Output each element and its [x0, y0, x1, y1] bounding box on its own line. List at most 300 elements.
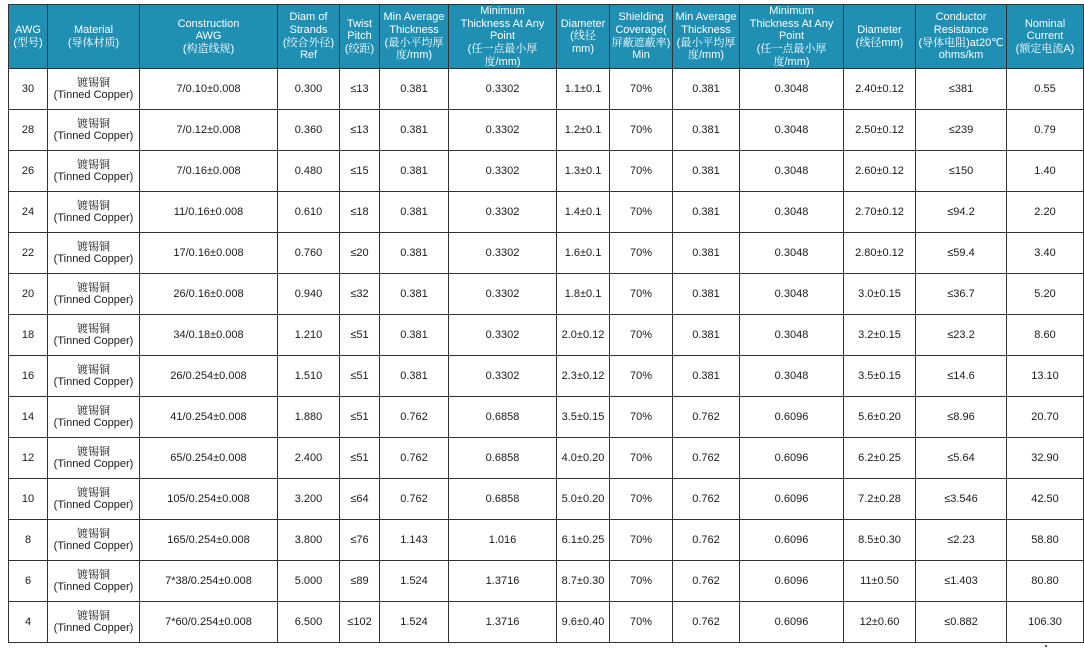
- diameter-1-cell: 1.1±0.1: [557, 69, 610, 110]
- awg-cell: 16: [9, 356, 48, 397]
- column-header: [9, 5, 48, 69]
- awg-cell: 24: [9, 192, 48, 233]
- column-header-line: Thickness: [681, 23, 731, 36]
- diam-strands-cell: 1.880: [278, 397, 340, 438]
- column-header-line: (绞距): [344, 42, 375, 55]
- material-cell: [48, 151, 140, 192]
- column-header-line: (导体电阻)at20℃: [918, 36, 1004, 49]
- material-cell: [48, 479, 140, 520]
- min-any-1-cell: 0.6858: [449, 479, 557, 520]
- column-header: [278, 5, 340, 69]
- table-row: [9, 561, 1084, 602]
- pitch-cell: ≤64: [340, 479, 380, 520]
- diameter-2-cell: 11±0.50: [844, 561, 916, 602]
- min-any-1-cell: 0.6858: [449, 397, 557, 438]
- material-name-cn: 镀锡铜: [77, 527, 110, 540]
- diameter-2-cell: 7.2±0.28: [844, 479, 916, 520]
- material-name-cn: 镀锡铜: [77, 568, 110, 581]
- table-row: [9, 69, 1084, 110]
- min-any-1-cell: 0.3302: [449, 110, 557, 151]
- min-avg-2-cell: 0.762: [673, 561, 740, 602]
- table-row: [9, 602, 1084, 643]
- construction-cell: 7*38/0.254±0.008: [140, 561, 278, 602]
- current-cell: 20.70: [1007, 397, 1084, 438]
- material-name-en: (Tinned Copper): [53, 335, 134, 348]
- column-header-line: Diameter: [857, 23, 902, 36]
- column-header: [340, 5, 380, 69]
- resistance-cell: ≤59.4: [916, 233, 1007, 274]
- material-name-cn: 镀锡铜: [77, 486, 110, 499]
- table-row: [9, 479, 1084, 520]
- construction-cell: 11/0.16±0.008: [140, 192, 278, 233]
- current-cell: 58.80: [1007, 520, 1084, 561]
- min-any-1-cell: 1.3716: [449, 561, 557, 602]
- min-avg-2-cell: 0.381: [673, 110, 740, 151]
- min-any-1-cell: 0.3302: [449, 315, 557, 356]
- current-cell: 1.40: [1007, 151, 1084, 192]
- resistance-cell: ≤1.403: [916, 561, 1007, 602]
- column-header-line: 屏蔽遮蔽率): [611, 36, 671, 49]
- resistance-cell: ≤94.2: [916, 192, 1007, 233]
- min-any-2-cell: 0.3048: [740, 192, 844, 233]
- min-avg-2-cell: 0.381: [673, 274, 740, 315]
- awg-cell: 12: [9, 438, 48, 479]
- table-row: [9, 233, 1084, 274]
- construction-cell: 65/0.254±0.008: [140, 438, 278, 479]
- column-header-line: AWG: [195, 30, 222, 43]
- column-header-line: Thickness At Any: [749, 17, 834, 30]
- column-header-line: Minimum: [480, 5, 525, 17]
- diam-strands-cell: 0.300: [278, 69, 340, 110]
- material-name-cn: 镀锡铜: [77, 281, 110, 294]
- table-row: [9, 192, 1084, 233]
- min-any-2-cell: 0.6096: [740, 438, 844, 479]
- column-header-line: (绞合外径): [282, 36, 335, 49]
- current-cell: 0.55: [1007, 69, 1084, 110]
- current-cell: 8.60: [1007, 315, 1084, 356]
- column-header: [1007, 5, 1084, 69]
- diam-strands-cell: 1.210: [278, 315, 340, 356]
- diameter-2-cell: 2.50±0.12: [844, 110, 916, 151]
- min-avg-1-cell: 0.381: [380, 192, 449, 233]
- min-avg-1-cell: 0.381: [380, 233, 449, 274]
- min-any-1-cell: 1.3716: [449, 602, 557, 643]
- column-header-line: (型号): [13, 36, 43, 49]
- min-avg-1-cell: 0.381: [380, 274, 449, 315]
- material-cell: [48, 69, 140, 110]
- corner-mark: [1045, 645, 1047, 647]
- material-name-en: (Tinned Copper): [53, 89, 134, 102]
- material-cell: [48, 192, 140, 233]
- material-cell: [48, 110, 140, 151]
- resistance-cell: ≤3.546: [916, 479, 1007, 520]
- construction-cell: 26/0.254±0.008: [140, 356, 278, 397]
- min-any-2-cell: 0.3048: [740, 315, 844, 356]
- material-name-en: (Tinned Copper): [53, 376, 134, 389]
- column-header-line: Point: [778, 30, 805, 43]
- construction-cell: 165/0.254±0.008: [140, 520, 278, 561]
- awg-cell: 6: [9, 561, 48, 602]
- resistance-cell: ≤8.96: [916, 397, 1007, 438]
- diameter-2-cell: 2.40±0.12: [844, 69, 916, 110]
- resistance-cell: ≤2.23: [916, 520, 1007, 561]
- material-cell: [48, 397, 140, 438]
- column-header-line: Thickness At Any: [460, 17, 545, 30]
- material-cell: [48, 274, 140, 315]
- construction-cell: 105/0.254±0.008: [140, 479, 278, 520]
- column-header-line: Minimum: [769, 5, 814, 17]
- column-header: [449, 5, 557, 69]
- min-avg-2-cell: 0.381: [673, 315, 740, 356]
- diam-strands-cell: 3.800: [278, 520, 340, 561]
- awg-cell: 14: [9, 397, 48, 438]
- current-cell: 5.20: [1007, 274, 1084, 315]
- current-cell: 3.40: [1007, 233, 1084, 274]
- material-name-en: (Tinned Copper): [53, 294, 134, 307]
- pitch-cell: ≤20: [340, 233, 380, 274]
- min-avg-2-cell: 0.381: [673, 356, 740, 397]
- min-avg-1-cell: 1.143: [380, 520, 449, 561]
- column-header-line: Min Average: [383, 11, 445, 24]
- material-name-cn: 镀锡铜: [77, 445, 110, 458]
- pitch-cell: ≤51: [340, 438, 380, 479]
- column-header: [740, 5, 844, 69]
- column-header-line: AWG: [15, 23, 41, 36]
- awg-cell: 4: [9, 602, 48, 643]
- construction-cell: 7/0.12±0.008: [140, 110, 278, 151]
- column-header-line: Diam of: [289, 11, 328, 24]
- diameter-1-cell: 1.4±0.1: [557, 192, 610, 233]
- shielding-cell: 70%: [610, 192, 673, 233]
- diameter-1-cell: 4.0±0.20: [557, 438, 610, 479]
- column-header-line: Min Average: [675, 11, 737, 24]
- min-avg-2-cell: 0.762: [673, 520, 740, 561]
- min-any-2-cell: 0.3048: [740, 151, 844, 192]
- column-header-line: Conductor: [935, 11, 987, 24]
- column-header-line: Pitch: [347, 30, 372, 43]
- awg-cell: 8: [9, 520, 48, 561]
- table-row: [9, 151, 1084, 192]
- material-name-cn: 镀锡铜: [77, 117, 110, 130]
- min-any-2-cell: 0.6096: [740, 479, 844, 520]
- diameter-1-cell: 2.0±0.12: [557, 315, 610, 356]
- material-name-en: (Tinned Copper): [53, 253, 134, 266]
- min-any-2-cell: 0.3048: [740, 356, 844, 397]
- material-name-cn: 镀锡铜: [77, 404, 110, 417]
- diameter-1-cell: 9.6±0.40: [557, 602, 610, 643]
- min-avg-1-cell: 0.381: [380, 110, 449, 151]
- min-avg-1-cell: 0.381: [380, 151, 449, 192]
- shielding-cell: 70%: [610, 520, 673, 561]
- table-row: [9, 438, 1084, 479]
- column-header-line: Ref: [299, 49, 318, 62]
- resistance-cell: ≤381: [916, 69, 1007, 110]
- construction-cell: 41/0.254±0.008: [140, 397, 278, 438]
- column-header-line: (最小平均厚: [384, 36, 444, 49]
- awg-cell: 28: [9, 110, 48, 151]
- material-cell: [48, 520, 140, 561]
- table-body: [9, 69, 1084, 643]
- material-name-cn: 镀锡铜: [77, 363, 110, 376]
- material-cell: [48, 356, 140, 397]
- material-name-cn: 镀锡铜: [77, 609, 110, 622]
- min-any-1-cell: 0.3302: [449, 151, 557, 192]
- current-cell: 42.50: [1007, 479, 1084, 520]
- min-any-1-cell: 0.6858: [449, 438, 557, 479]
- diam-strands-cell: 2.400: [278, 438, 340, 479]
- column-header-line: Construction: [177, 17, 240, 30]
- resistance-cell: ≤14.6: [916, 356, 1007, 397]
- column-header: [916, 5, 1007, 69]
- shielding-cell: 70%: [610, 479, 673, 520]
- diameter-2-cell: 3.5±0.15: [844, 356, 916, 397]
- current-cell: 32.90: [1007, 438, 1084, 479]
- min-any-1-cell: 0.3302: [449, 192, 557, 233]
- column-header-line: Point: [489, 30, 516, 43]
- column-header-line: ohms/km: [938, 49, 984, 62]
- shielding-cell: 70%: [610, 69, 673, 110]
- shielding-cell: 70%: [610, 151, 673, 192]
- shielding-cell: 70%: [610, 233, 673, 274]
- min-any-1-cell: 0.3302: [449, 356, 557, 397]
- min-avg-1-cell: 0.762: [380, 479, 449, 520]
- material-name-en: (Tinned Copper): [53, 417, 134, 430]
- diameter-2-cell: 12±0.60: [844, 602, 916, 643]
- min-any-2-cell: 0.3048: [740, 233, 844, 274]
- material-name-cn: 镀锡铜: [77, 158, 110, 171]
- diameter-1-cell: 1.6±0.1: [557, 233, 610, 274]
- column-header: [844, 5, 916, 69]
- min-avg-2-cell: 0.762: [673, 479, 740, 520]
- min-any-2-cell: 0.3048: [740, 110, 844, 151]
- column-header: [380, 5, 449, 69]
- construction-cell: 34/0.18±0.008: [140, 315, 278, 356]
- diameter-2-cell: 5.6±0.20: [844, 397, 916, 438]
- column-header-line: (任一点最小厚度/mm): [467, 42, 538, 68]
- material-name-en: (Tinned Copper): [53, 540, 134, 553]
- resistance-cell: ≤5.64: [916, 438, 1007, 479]
- column-header-line: (额定电流A): [1015, 42, 1075, 55]
- column-header: [140, 5, 278, 69]
- column-header-line: (最小平均厚: [676, 36, 736, 49]
- column-header-line: 度/mm): [687, 49, 725, 62]
- column-header-line: Nominal: [1024, 17, 1066, 30]
- material-cell: [48, 438, 140, 479]
- min-avg-1-cell: 0.762: [380, 397, 449, 438]
- column-header-line: Min: [632, 49, 650, 62]
- pitch-cell: ≤51: [340, 397, 380, 438]
- min-any-2-cell: 0.6096: [740, 602, 844, 643]
- pitch-cell: ≤89: [340, 561, 380, 602]
- material-name-cn: 镀锡铜: [77, 76, 110, 89]
- table-row: [9, 520, 1084, 561]
- material-name-cn: 镀锡铜: [77, 322, 110, 335]
- column-header-line: (导体材质): [67, 36, 120, 49]
- pitch-cell: ≤15: [340, 151, 380, 192]
- current-cell: 13.10: [1007, 356, 1084, 397]
- min-any-1-cell: 0.3302: [449, 274, 557, 315]
- pitch-cell: ≤51: [340, 356, 380, 397]
- min-avg-1-cell: 0.381: [380, 356, 449, 397]
- material-name-cn: 镀锡铜: [77, 199, 110, 212]
- min-avg-2-cell: 0.381: [673, 151, 740, 192]
- current-cell: 80.80: [1007, 561, 1084, 602]
- diameter-2-cell: 8.5±0.30: [844, 520, 916, 561]
- min-avg-1-cell: 0.381: [380, 69, 449, 110]
- diameter-2-cell: 2.70±0.12: [844, 192, 916, 233]
- pitch-cell: ≤51: [340, 315, 380, 356]
- material-name-en: (Tinned Copper): [53, 581, 134, 594]
- header-row: [9, 5, 1084, 69]
- min-any-2-cell: 0.6096: [740, 561, 844, 602]
- construction-cell: 17/0.16±0.008: [140, 233, 278, 274]
- shielding-cell: 70%: [610, 397, 673, 438]
- table-row: [9, 315, 1084, 356]
- awg-cell: 10: [9, 479, 48, 520]
- awg-cell: 18: [9, 315, 48, 356]
- table-row: [9, 397, 1084, 438]
- diameter-1-cell: 3.5±0.15: [557, 397, 610, 438]
- material-name-en: (Tinned Copper): [53, 130, 134, 143]
- resistance-cell: ≤23.2: [916, 315, 1007, 356]
- awg-cell: 30: [9, 69, 48, 110]
- column-header: [557, 5, 610, 69]
- diameter-1-cell: 1.8±0.1: [557, 274, 610, 315]
- pitch-cell: ≤13: [340, 69, 380, 110]
- min-avg-2-cell: 0.381: [673, 192, 740, 233]
- pitch-cell: ≤32: [340, 274, 380, 315]
- construction-cell: 26/0.16±0.008: [140, 274, 278, 315]
- min-any-2-cell: 0.3048: [740, 69, 844, 110]
- column-header-line: (线径mm): [855, 36, 904, 49]
- column-header-line: Coverage(: [615, 23, 667, 36]
- min-avg-2-cell: 0.762: [673, 438, 740, 479]
- shielding-cell: 70%: [610, 602, 673, 643]
- diameter-1-cell: 1.3±0.1: [557, 151, 610, 192]
- min-avg-2-cell: 0.762: [673, 397, 740, 438]
- resistance-cell: ≤239: [916, 110, 1007, 151]
- construction-cell: 7*60/0.254±0.008: [140, 602, 278, 643]
- min-any-2-cell: 0.6096: [740, 520, 844, 561]
- material-name-cn: 镀锡铜: [77, 240, 110, 253]
- diam-strands-cell: 3.200: [278, 479, 340, 520]
- column-header-line: Thickness: [389, 23, 439, 36]
- diam-strands-cell: 0.940: [278, 274, 340, 315]
- diam-strands-cell: 0.360: [278, 110, 340, 151]
- shielding-cell: 70%: [610, 110, 673, 151]
- resistance-cell: ≤150: [916, 151, 1007, 192]
- diameter-2-cell: 3.0±0.15: [844, 274, 916, 315]
- column-header-line: Resistance: [933, 23, 989, 36]
- min-any-1-cell: 1.016: [449, 520, 557, 561]
- material-cell: [48, 602, 140, 643]
- column-header-line: Twist: [346, 17, 373, 30]
- pitch-cell: ≤13: [340, 110, 380, 151]
- min-any-2-cell: 0.3048: [740, 274, 844, 315]
- material-name-en: (Tinned Copper): [53, 499, 134, 512]
- column-header-line: Material: [73, 23, 114, 36]
- shielding-cell: 70%: [610, 561, 673, 602]
- table-row: [9, 356, 1084, 397]
- diameter-2-cell: 2.60±0.12: [844, 151, 916, 192]
- column-header-line: (线径: [570, 30, 596, 43]
- column-header: [48, 5, 140, 69]
- table-header: [9, 5, 1084, 69]
- resistance-cell: ≤0.882: [916, 602, 1007, 643]
- diam-strands-cell: 1.510: [278, 356, 340, 397]
- cable-spec-table: [8, 4, 1084, 643]
- min-any-1-cell: 0.3302: [449, 69, 557, 110]
- construction-cell: 7/0.10±0.008: [140, 69, 278, 110]
- column-header-line: mm): [572, 42, 594, 55]
- column-header-line: Shielding: [618, 11, 664, 24]
- column-header-line: Strands: [289, 23, 328, 36]
- diameter-1-cell: 1.2±0.1: [557, 110, 610, 151]
- table-row: [9, 110, 1084, 151]
- diameter-1-cell: 6.1±0.25: [557, 520, 610, 561]
- min-avg-1-cell: 1.524: [380, 602, 449, 643]
- pitch-cell: ≤102: [340, 602, 380, 643]
- pitch-cell: ≤18: [340, 192, 380, 233]
- diam-strands-cell: 6.500: [278, 602, 340, 643]
- min-avg-1-cell: 1.524: [380, 561, 449, 602]
- awg-cell: 22: [9, 233, 48, 274]
- current-cell: 2.20: [1007, 192, 1084, 233]
- material-cell: [48, 561, 140, 602]
- construction-cell: 7/0.16±0.008: [140, 151, 278, 192]
- column-header-line: (任一点最小厚度/mm): [756, 42, 827, 68]
- shielding-cell: 70%: [610, 356, 673, 397]
- min-avg-2-cell: 0.381: [673, 233, 740, 274]
- awg-cell: 20: [9, 274, 48, 315]
- current-cell: 0.79: [1007, 110, 1084, 151]
- diam-strands-cell: 0.610: [278, 192, 340, 233]
- column-header-line: (构造线规): [182, 42, 235, 55]
- column-header: [610, 5, 673, 69]
- diameter-2-cell: 2.80±0.12: [844, 233, 916, 274]
- diameter-1-cell: 2.3±0.12: [557, 356, 610, 397]
- column-header-line: Current: [1026, 30, 1064, 43]
- min-avg-1-cell: 0.381: [380, 315, 449, 356]
- material-name-en: (Tinned Copper): [53, 171, 134, 184]
- material-cell: [48, 233, 140, 274]
- material-name-en: (Tinned Copper): [53, 212, 134, 225]
- material-name-en: (Tinned Copper): [53, 458, 134, 471]
- min-any-1-cell: 0.3302: [449, 233, 557, 274]
- diam-strands-cell: 0.480: [278, 151, 340, 192]
- shielding-cell: 70%: [610, 438, 673, 479]
- diam-strands-cell: 0.760: [278, 233, 340, 274]
- material-cell: [48, 315, 140, 356]
- material-name-en: (Tinned Copper): [53, 622, 134, 635]
- column-header-line: Diameter: [560, 17, 606, 30]
- min-any-2-cell: 0.6096: [740, 397, 844, 438]
- table-row: [9, 274, 1084, 315]
- awg-cell: 26: [9, 151, 48, 192]
- diameter-2-cell: 3.2±0.15: [844, 315, 916, 356]
- shielding-cell: 70%: [610, 274, 673, 315]
- diameter-1-cell: 8.7±0.30: [557, 561, 610, 602]
- min-avg-2-cell: 0.381: [673, 69, 740, 110]
- shielding-cell: 70%: [610, 315, 673, 356]
- pitch-cell: ≤76: [340, 520, 380, 561]
- min-avg-2-cell: 0.762: [673, 602, 740, 643]
- current-cell: 106.30: [1007, 602, 1084, 643]
- resistance-cell: ≤36.7: [916, 274, 1007, 315]
- column-header-line: 度/mm): [395, 49, 433, 62]
- diam-strands-cell: 5.000: [278, 561, 340, 602]
- diameter-1-cell: 5.0±0.20: [557, 479, 610, 520]
